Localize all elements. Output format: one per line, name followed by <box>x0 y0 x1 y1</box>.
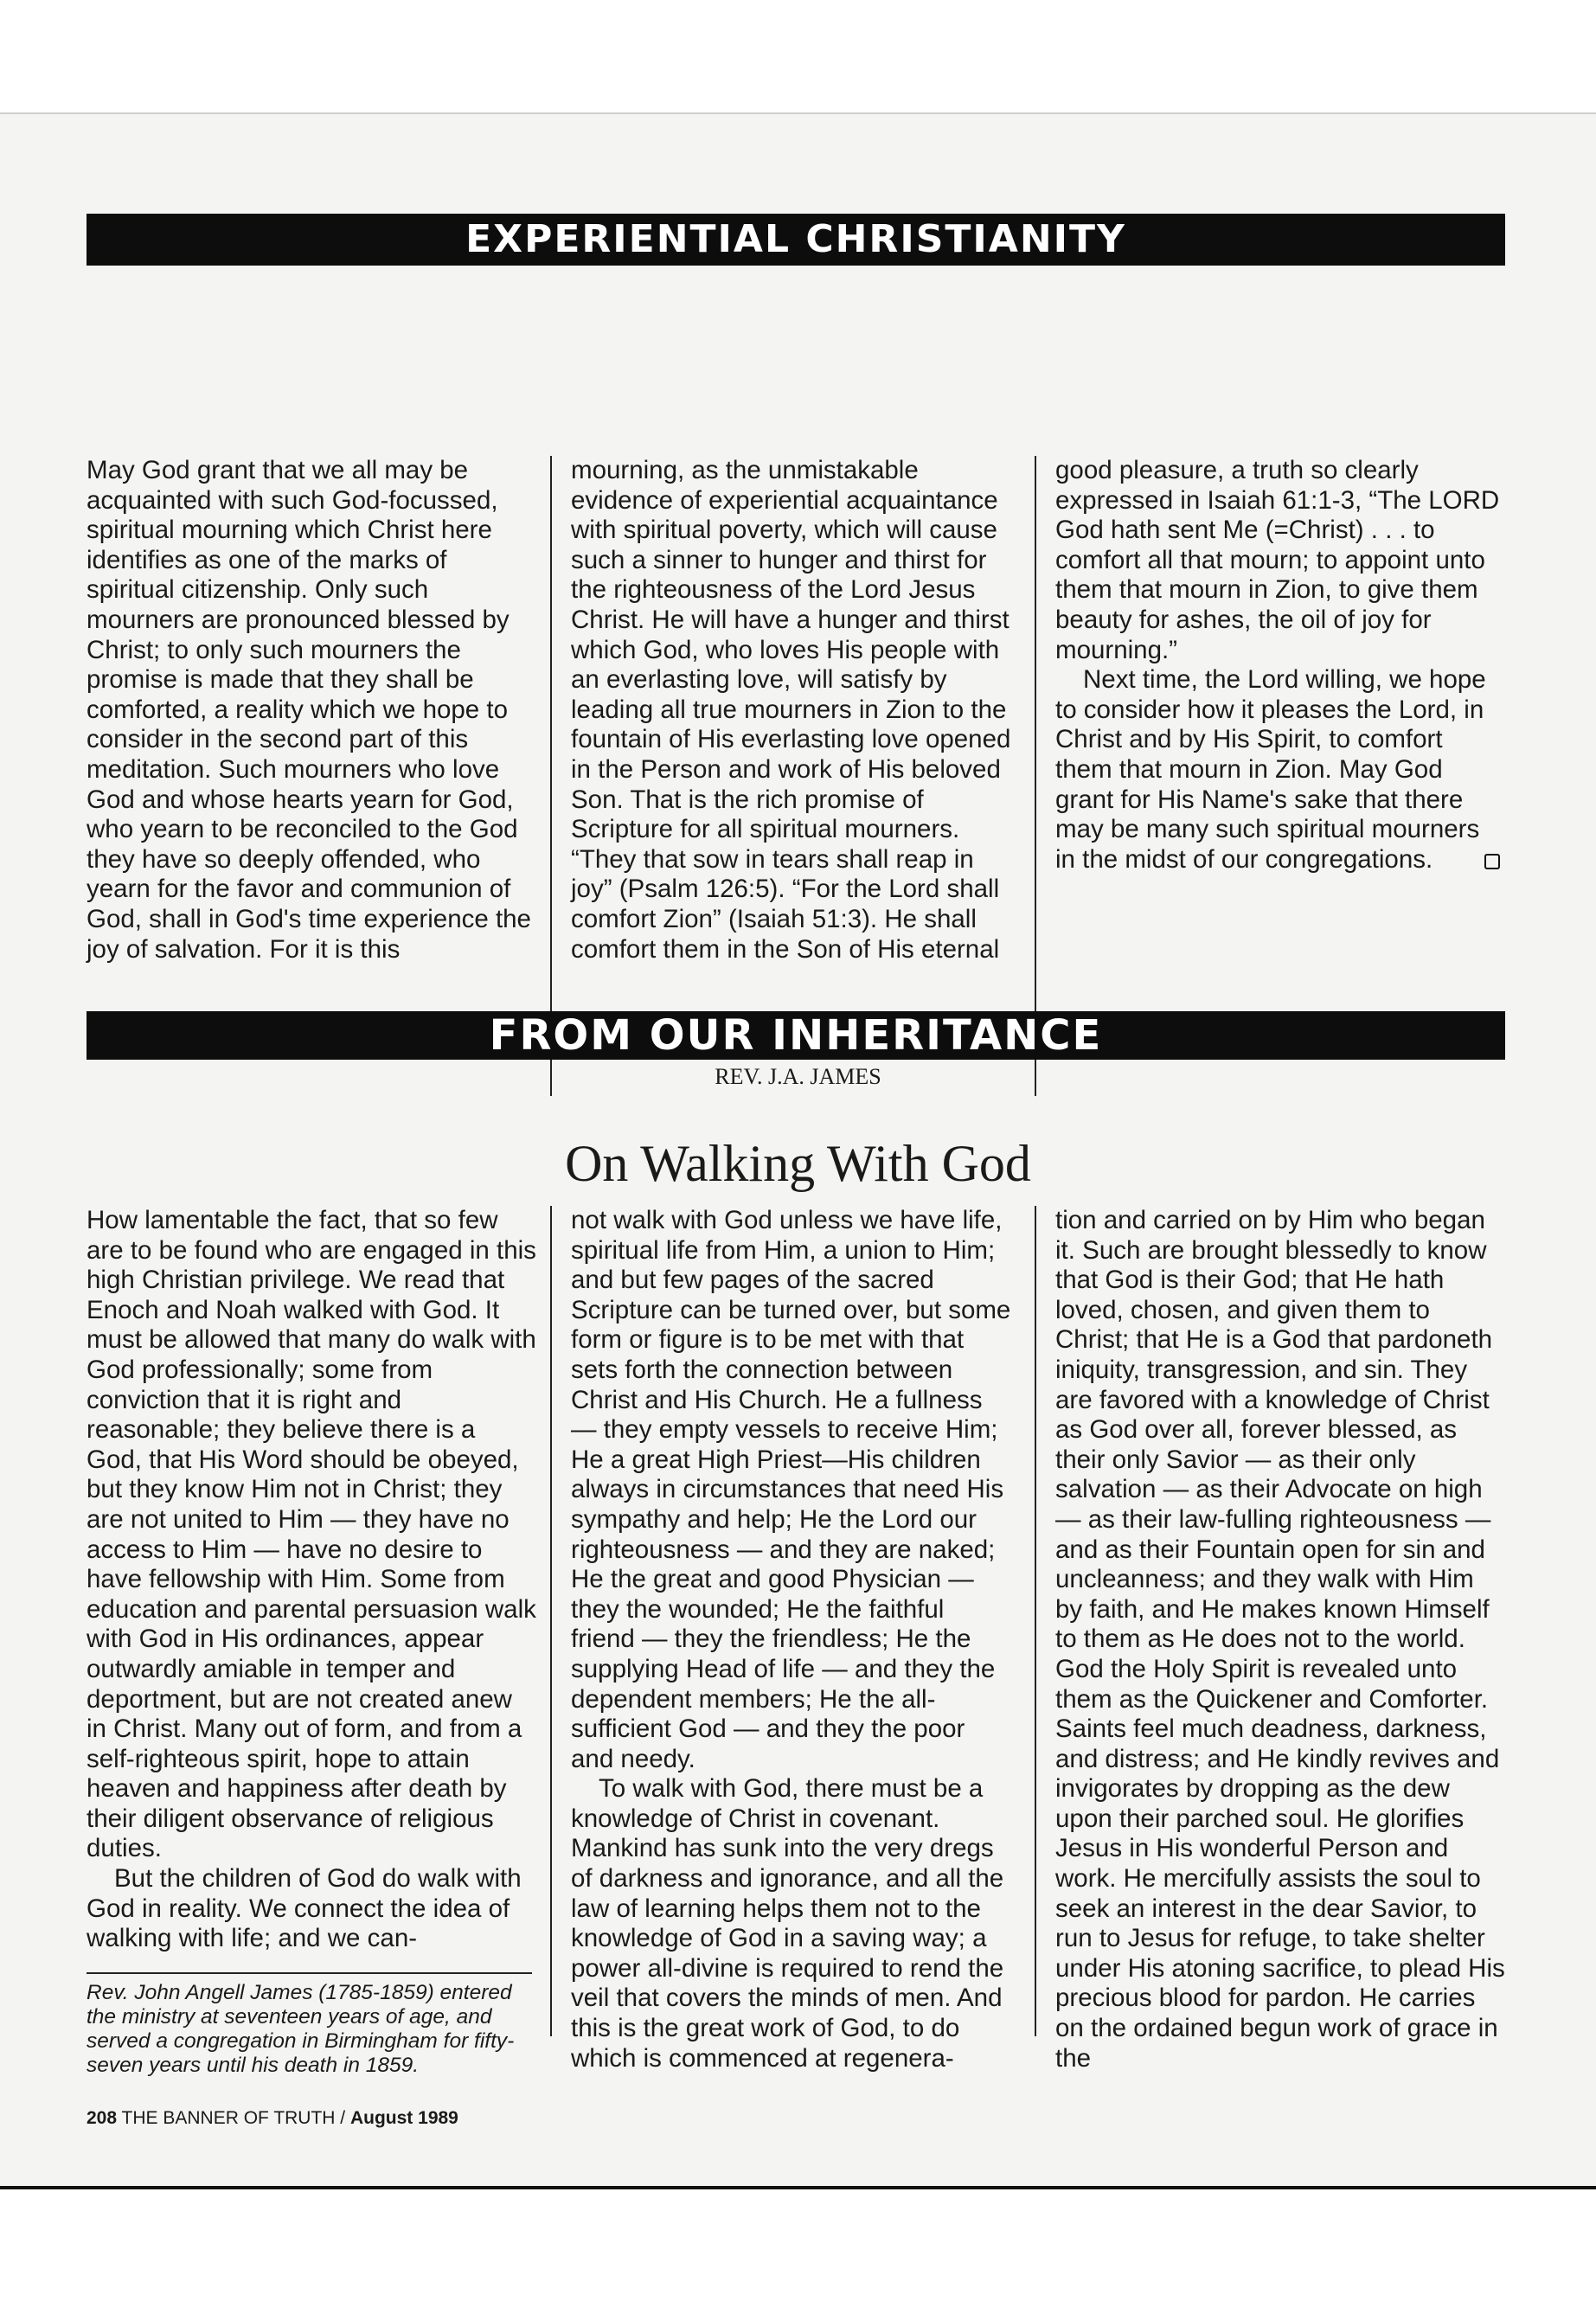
section2-column-3 <box>1055 1206 1505 2073</box>
page-footer <box>87 2108 458 2129</box>
page-number: 208 <box>87 2108 118 2128</box>
issue-date: August 1989 <box>349 2108 458 2128</box>
section-banner-from-our-inheritance <box>87 1011 1505 1060</box>
banner-title: EXPERIENTIAL CHRISTIANITY <box>465 217 1126 261</box>
publication-name: THE BANNER OF TRUTH / <box>121 2108 346 2128</box>
author-note: Rev. John Angell James (1785-1859) entered the ministry at seventeen years of age, and served a congregation in Birmingham for fifty-seven years until his death in 1859. <box>87 1981 515 2077</box>
article-title: On Walking With God <box>565 1135 1031 1192</box>
section2-column-2 <box>571 1206 1012 2073</box>
section1-column-3 <box>1055 456 1505 875</box>
paragraph: good pleasure, a truth so clearly expressed in Isaiah 61:1-3, “The LORD God hath sent Me (=Christ) . . . to comfort all that mourn; to appoint unto them that mourn in Zion, to give them beauty for ashes, the oil of joy for mourning.” <box>1055 456 1500 664</box>
column-divider <box>550 456 552 1096</box>
paragraph-with-end-mark <box>1055 665 1505 875</box>
paragraph: But the children of God do walk with God in reality. We connect the idea of walking with life; and we can- <box>87 1864 522 1953</box>
paragraph-text: Next time, the Lord willing, we hope to consider how it pleases the Lord, in Christ and by His Spirit, to comfort them that mourn in Zion. May God grant for His Name's sake that there may be many such spiritual mourners in the midst of our congregations. <box>1055 665 1486 874</box>
paragraph: To walk with God, there must be a knowledge of Christ in covenant. Mankind has sunk into the very dregs of darkness and ignorance, and all the law of learning helps them not to the knowledge of God in a saving way; a power all-divine is required to rend the veil that covers the minds of men. And this is the great work of God, to do which is commenced at regenera- <box>571 1774 1004 2073</box>
paragraph: not walk with God unless we have life, spiritual life from Him, a union to Him; and but few pages of the sacred Scripture can be turned over, but some form or figure is to be met with that sets forth the connection between Christ and His Church. He a fullness — they empty vessels to receive Him; He a great High Priest—His children always in circumstances that need His sympathy and help; He the Lord our righteousness — and they are naked; He the great and good Physician — they the wounded; He the faithful friend — they the friendless; He the supplying Head of life — and they the dependent members; He the all-sufficient God — and they the poor and needy. <box>571 1206 1011 1773</box>
section-banner-experiential-christianity <box>87 214 1505 266</box>
paragraph: How lamentable the fact, that so few are to be found who are engaged in this high Christian privilege. We read that Enoch and Noah walked with God. It must be allowed that many do walk with God professionally; some from conviction that it is right and reasonable; they believe there is a God, that His Word should be obeyed, but they know Him not in Christ; they are not united to Him — they have no access to Him — have no desire to have fellowship with Him. Some from education and parental persuasion walk with God in His ordinances, appear outwardly amiable in temper and deportment, but are not created anew in Christ. Many out of form, and from a self-righteous spirit, hope to attain heaven and happiness after death by their diligent observance of religious duties. <box>87 1206 536 1863</box>
magazine-page <box>0 112 1596 2189</box>
paragraph: May God grant that we all may be acquainted with such God-focussed, spiritual mourning which Christ here identifies as one of the marks of spiritual citizenship. Only such mourners are pronounced blessed by Christ; to only such mourners the promise is made that they shall be comforted, a reality which we hope to consider in the second part of this meditation. Such mourners who love God and whose hearts yearn for God, who yearn to be reconciled to the God they have so deeply offended, who yearn for the favor and communion of God, shall in God's time experience the joy of salvation. For it is this <box>87 456 531 964</box>
end-of-article-box-icon <box>1484 854 1500 869</box>
footnote-rule <box>87 1972 532 1974</box>
paragraph: mourning, as the unmistakable evidence of experiential acquaintance with spiritual poverty, which will cause such a sinner to hunger and thirst for the righteousness of the Lord Jesus Christ. He will have a hunger and thirst which God, who loves His people with an everlasting love, will satisfy by leading all true mourners in Zion to the fountain of His everlasting love opened in the Person and work of His beloved Son. That is the rich promise of Scripture for all spiritual mourners. “They that sow in tears shall reap in joy” (Psalm 126:5). “For the Lord shall comfort Zion” (Isaiah 51:3). He shall comfort them in the Son of His eternal <box>571 456 1011 964</box>
author-byline: REV. J.A. JAMES <box>715 1064 881 1089</box>
section1-column-1 <box>87 456 536 965</box>
column-divider <box>1035 456 1036 1096</box>
section2-column-1 <box>87 1206 536 1954</box>
paragraph: tion and carried on by Him who began it. Such are brought blessedly to know that God is their God; that He hath loved, chosen, and given them to Christ; that He is a God that pardoneth iniquity, transgression, and sin. They are favored with a knowledge of Christ as God over all, forever blessed, as their only Savior — as their only salvation — as their Advocate on high — as their law-fulling righteousness — and as their Fountain open for sin and uncleanness; and they walk with Him by faith, and He makes known Himself to them as He does not to the world. God the Holy Spirit is revealed unto them as the Quickener and Comforter. Saints feel much deadness, darkness, and distress; and He kindly revives and invigorates by dropping as the dew upon their parched soul. He glorifies Jesus in His wonderful Person and work. He mercifully assists the soul to seek an interest in the dear Savior, to run to Jesus for refuge, to take shelter under His atoning sacrifice, to plead His precious blood for pardon. He carries on the ordained begun work of grace in the <box>1055 1206 1505 2073</box>
section1-column-2 <box>571 456 1012 965</box>
column-divider <box>1035 1206 1036 2036</box>
column-divider <box>550 1206 552 2036</box>
banner-title: FROM OUR INHERITANCE <box>489 1011 1103 1060</box>
